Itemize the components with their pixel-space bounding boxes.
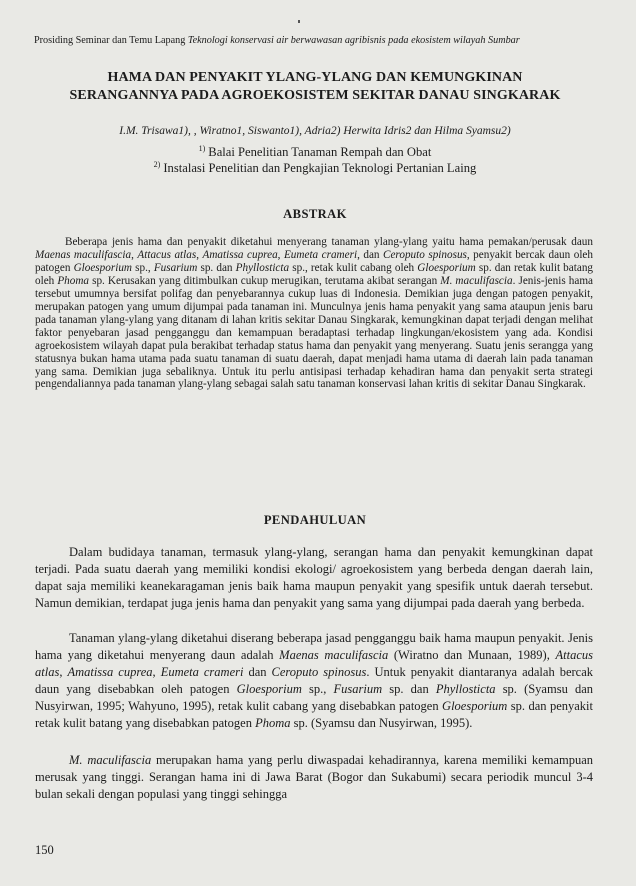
scan-mark xyxy=(298,20,300,23)
body-paragraph-1: Dalam budidaya tanaman, termasuk ylang-ylang, serangan hama dan penyakit kemungkinan dapat terjadi. Pada suatu daerah yang memiliki kondisi ekologi/ agroekosistem yang berbeda dengan daerah lain, dapat saja memiliki keanekaragaman jenis baik hama maupun penyakit yang spesifik untuk daerah tersebut. Namun demikian, terdapat juga jenis hama dan penyakit yang sama yang dijumpai pada daerah yang berbeda. xyxy=(35,545,593,610)
title-line-1: HAMA DAN PENYAKIT YLANG-YLANG DAN KEMUNGKINAN xyxy=(107,70,523,85)
body-paragraph-3: M. maculifascia merupakan hama yang perlu diwaspadai kehadirannya, karena memiliki kemampuan merusak yang tinggi. Serangan hama ini di Jawa Barat (Bogor dan Sukabumi) secara periodik muncul 3-4 bulan sekali dengan populasi yang tinggi sehingga xyxy=(35,753,593,801)
body-paragraph-2: Tanaman ylang-ylang diketahui diserang beberapa jasad pengganggu baik hama maupun penyakit. Jenis hama yang diketahui menyerang daun adalah Maenas maculifascia (Wiratno dan Munaan, 1989), Attacus atlas, Amatissa cuprea, Eumeta crameri dan Ceroputo spinosus. Untuk penyakit diantaranya adalah bercak daun yang disebabkan oleh patogen Gloesporium sp., Fusarium sp. dan Phyllosticta sp. (Syamsu dan Nusyirwan, 1995; Wahyuno, 1995), retak kulit cabang yang disebabkan patogen Gloesporium sp. dan penyakit retak kulit batang yang disebabkan patogen Phoma sp. (Syamsu dan Nusyirwan, 1995). xyxy=(35,631,594,730)
abstract-text: Beberapa jenis hama dan penyakit diketahui menyerang tanaman ylang-ylang yaitu hama pemakan/perusak daun Maenas maculifascia, Attacus atlas, Amatissa cuprea, Eumeta crameri, dan Ceroputo spinosus, penyakit bercak daun oleh patogen Gloesporium sp., Fusarium sp. dan Phyllosticta sp., retak kulit cabang oleh Gloesporium sp. dan retak kulit batang oleh Phoma sp. Kerusakan yang ditimbulkan cukup merugikan, terutama akibat serangan M. maculifascia. Jenis-jenis hama tersebut umumnya bersifat polifag dan penyebarannya cukup luas di Indonesia. Demikian juga dengan patogen penyakit, merupakan patogen yang umum dijumpai pada tanaman ini. Munculnya jenis hama penyakit yang sama ataupun jenis baru pada tanaman ylang-ylang yang ditanam di lahan kritis sekitar Danau Singkarak, kemungkinan dapat terjadi dengan melihat faktor penyebaran jasad pengganggu dan kemampuan beradaptasi terhadap lingkungan/ekosistem yang ada. Kondisi agroekosistem wilayah dapat pula berakibat terhadap status hama dan penyakit yang menyerang. Suatu jenis serangga yang statusnya bukan hama utama pada suatu tanaman di suatu daerah, dapat menjadi hama utama di daerah lain pada tanaman yang sama. Demikian juga sebaliknya. Untuk itu perlu antisipasi terhadap kehadiran hama dan penyakit serta strategi pengendaliannya pada tanaman ylang-ylang sebagai salah satu tanaman konservasi lahan kritis di sekitar Danau Singkarak. xyxy=(35,236,594,391)
running-header: Prosiding Seminar dan Temu Lapang Teknologi konservasi air berwawasan agribisnis pada ekosistem wilayah Sumbar xyxy=(34,35,520,46)
page-number: 150 xyxy=(35,843,54,857)
author-list: I.M. Trisawa1), , Wiratno1, Siswanto1), Adria2) Herwita Idris2 dan Hilma Syamsu2) xyxy=(119,125,511,137)
abstract-heading: ABSTRAK xyxy=(283,207,347,221)
paper-title xyxy=(30,69,600,105)
title-line-2: SERANGANNYA PADA AGROEKOSISTEM SEKITAR DANAU SINGKARAK xyxy=(69,88,561,103)
affiliation-2: $^{2)}$ Instalasi Penelitian dan Pengkajian Teknologi Pertanian Laing xyxy=(153,160,477,175)
section-heading-pendahuluan: PENDAHULUAN xyxy=(263,513,367,527)
affiliation-1: $^{1)}$ Balai Penelitian Tanaman Rempah dan Obat xyxy=(198,144,432,159)
